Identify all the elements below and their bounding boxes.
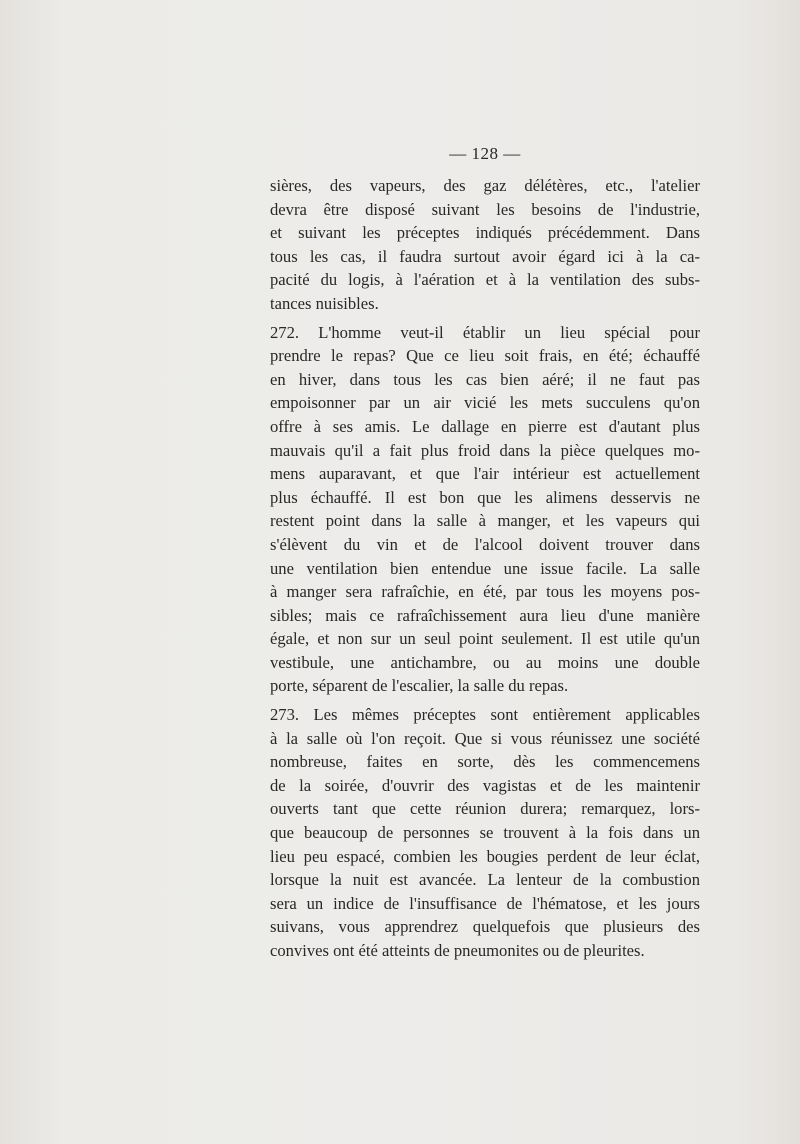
text-line: 272. L'homme veut-il établir un lieu spécial pour (270, 322, 700, 342)
text-line: mauvais qu'il a fait plus froid dans la pièce quelques mo- (270, 440, 700, 460)
text-line: mens auparavant, et que l'air intérieur est actuellement (270, 464, 700, 484)
text-line: offre à ses amis. Le dallage en pierre est d'autant plus (270, 416, 700, 436)
text-line: sibles; mais ce rafraîchissement aura lieu d'une manière (270, 605, 700, 625)
text-line: restent point dans la salle à manger, et les vapeurs qui (270, 511, 700, 531)
text-line: pacité du logis, à l'aération et à la ventilation des subs- (270, 270, 700, 290)
text-line: prendre le repas? Que ce lieu soit frais, en été; échauffé (270, 346, 700, 366)
text-line: plus échauffé. Il est bon que les alimens desservis ne (270, 487, 700, 507)
text-line: empoisonner par un air vicié les mets succulens qu'on (270, 393, 700, 413)
text-line: tances nuisibles. (270, 293, 379, 313)
text-line: s'élèvent du vin et de l'alcool doivent trouver dans (270, 534, 700, 554)
text-line: à la salle où l'on reçoit. Que si vous réunissez une société (270, 728, 700, 748)
text-line: ouverts tant que cette réunion durera; remarquez, lors- (270, 799, 700, 819)
text-line: lorsque la nuit est avancée. La lenteur de la combustion (270, 870, 700, 890)
text-line: devra être disposé suivant les besoins de l'industrie, (270, 199, 700, 219)
page-number: — 128 — (449, 144, 521, 163)
text-line: convives ont été atteints de pneumonites ou de pleurites. (270, 941, 645, 960)
text-line: et suivant les préceptes indiqués précédemment. Dans (270, 223, 700, 243)
text-line: en hiver, dans tous les cas bien aéré; il ne faut pas (270, 369, 700, 389)
text-line: à manger sera rafraîchie, en été, par tous les moyens pos- (270, 582, 700, 602)
text-line: sera un indice de l'insuffisance de l'hématose, et les jours (270, 893, 700, 913)
text-line: porte, séparent de l'escalier, la salle du repas. (270, 676, 569, 696)
text-line: suivans, vous apprendrez quelquefois que plusieurs des (270, 917, 700, 937)
text-line: une ventilation bien entendue une issue facile. La salle (270, 558, 700, 578)
text-line: tous les cas, il faudra surtout avoir égard ici à la ca- (270, 246, 700, 266)
text-line: de la soirée, d'ouvrir des vagistas et de les maintenir (270, 775, 700, 795)
text-line: vestibule, une antichambre, ou au moins une double (270, 652, 700, 672)
text-block (270, 142, 700, 963)
paragraph-273 (270, 703, 700, 963)
paragraph-continuation (270, 174, 700, 316)
text-line: lieu peu espacé, combien les bougies perdent de leur éclat, (270, 846, 700, 866)
text-line: nombreuse, faites en sorte, dès les commencemens (270, 752, 700, 772)
paragraph-272 (270, 321, 700, 699)
text-line: que beaucoup de personnes se trouvent à la fois dans un (270, 823, 700, 843)
text-line: 273. Les mêmes préceptes sont entièrement applicables (270, 705, 700, 725)
text-line: égale, et non sur un seul point seulement. Il est utile qu'un (270, 629, 700, 649)
text-line: sières, des vapeurs, des gaz délétères, etc., l'atelier (270, 176, 700, 195)
